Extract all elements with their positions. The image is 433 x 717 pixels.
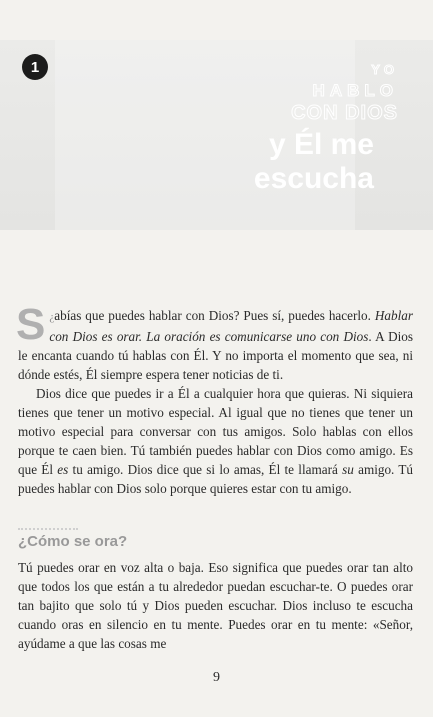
section-divider	[18, 528, 78, 530]
chapter-number-badge	[22, 54, 48, 80]
intro-text	[16, 300, 414, 498]
intro-paragraph-2: Dios dice que puedes ir a Él a cualquier hora que quieras. Ni siquiera tienes que tener un motivo especial. Al igual que no tienes que tener un motivo especial para conversar con tus amigos. Solo hablas con ellos porque te caen bien. Tú también puedes hablar con Dios como amigo. Es que Él es tu amigo. Dios dice que si lo amas, Él te llamará su amigo. Tú puedes hablar con Dios solo porque quieres estar con tu amigo.	[18, 386, 414, 496]
intro-paragraph-1: ¿ S abías que puedes hablar con Dios? Pues sí, puedes hacerlo. Hablar con Dios es orar. La oración es comunicarse uno con Dios. A Dios le encanta cuando tú hablas con Él. Y no importa el momento que sea, ni dónde estés, Él siempre espera tener noticias de ti.	[16, 300, 413, 382]
chapter-title-line-2: HABLO	[312, 81, 398, 100]
chapter-title-line-4: y Él me	[268, 128, 374, 161]
drop-cap: S	[16, 300, 46, 349]
section-heading: ¿Cómo se ora?	[18, 533, 128, 550]
page-number: 9	[213, 670, 220, 685]
chapter-title-line-1: YO	[371, 62, 398, 77]
chapter-title-line-5: escucha	[253, 162, 374, 195]
section-paragraph-1: Tú puedes orar en voz alta o baja. Eso significa que puedes orar tan alto que todos los que están a tu alrededor puedan escuchar-te. O puedes orar tan bajito que solo tú y Dios pueden escuchar. Dios incluso te escucha cuando oras en silencio en tu mente. Puedes orar en tu mente: «Señor, ayúdame a que las cosas me	[18, 560, 413, 651]
section-text	[18, 558, 413, 653]
chapter-number: 1	[30, 58, 40, 76]
chapter-title-line-3: CON DIOS	[291, 102, 398, 124]
open-question-mark: ¿	[49, 311, 55, 323]
